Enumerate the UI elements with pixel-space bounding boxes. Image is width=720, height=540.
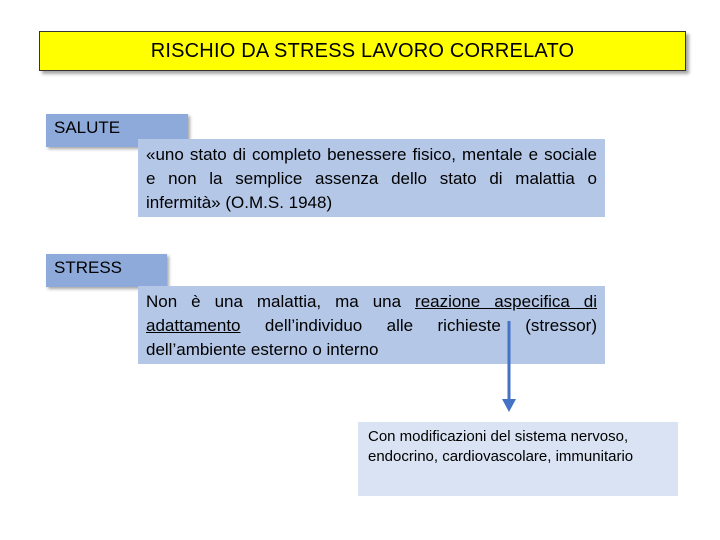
salute-definition-text: «uno stato di completo benessere fisico, mentale e sociale e non la semplice assenza dello stato di malattia o infermità» (O.M.S. 1948): [146, 145, 597, 212]
stress-label: [46, 254, 167, 287]
consequence-text: Con modificazioni del sistema nervoso, endocrino, cardiovascolare, immunitario: [368, 428, 634, 465]
slide-title: [39, 31, 686, 71]
stress-definition-part1: Non è una malattia, ma una: [146, 292, 416, 311]
stress-definition-underlined: reazione aspecifica di adattamento: [146, 292, 597, 335]
consequence-box: [358, 422, 678, 496]
stress-definition-part2: dell’individuo alle richieste (stressor) dell’ambiente esterno o interno: [146, 316, 597, 359]
salute-label-text: SALUTE: [54, 118, 121, 137]
stress-definition: [138, 286, 605, 364]
slide-title-text: RISCHIO DA STRESS LAVORO CORRELATO: [150, 39, 575, 62]
salute-definition: [138, 139, 605, 217]
down-arrow-icon: [500, 321, 518, 413]
stress-label-text: STRESS: [54, 258, 123, 277]
